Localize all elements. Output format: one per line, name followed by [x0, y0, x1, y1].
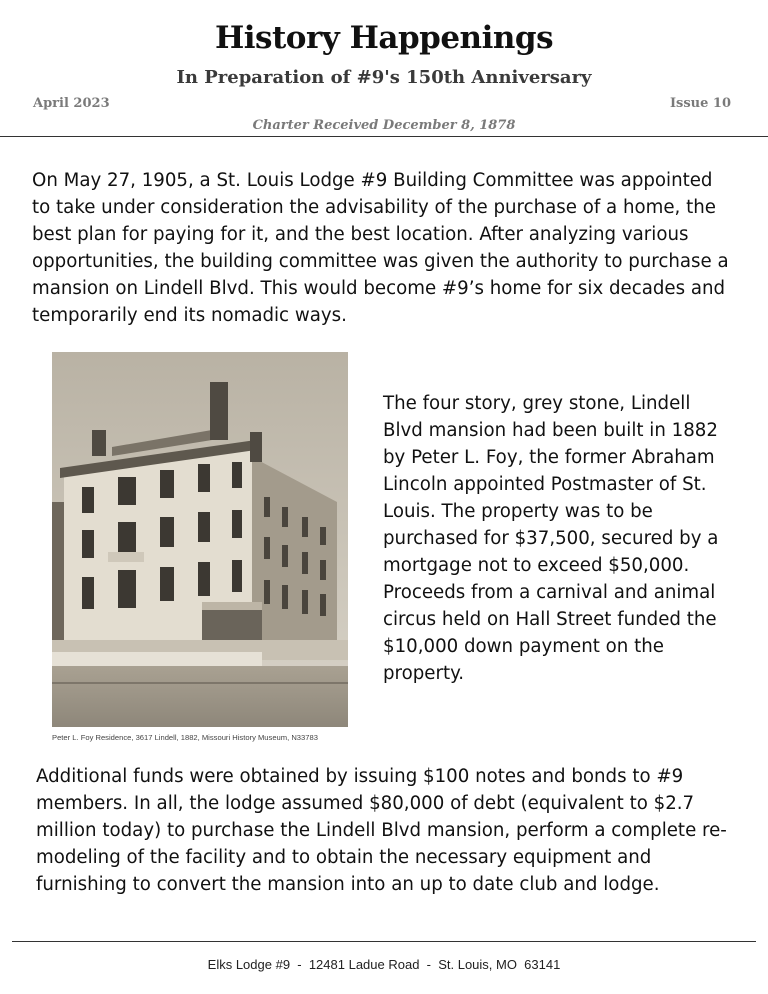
header-divider: [0, 136, 768, 137]
charter-line: Charter Received December 8, 1878: [252, 118, 516, 133]
article-paragraph-3: Additional funds were obtained by issuing $100 notes and bonds to #9 members. In all, the lodge assumed $80,000 of debt (equivalent to $2.7 million today) to purchase the Lindell Blvd mansion, perform a complete re-modeling of the facility and to obtain the necessary equipment and furnishing to convert the mansion into an up to date club and lodge.: [36, 766, 727, 895]
mansion-photo: [52, 352, 348, 727]
newsletter-title: History Happenings: [214, 20, 554, 56]
footer-divider: [12, 941, 756, 942]
article-paragraph-1: On May 27, 1905, a St. Louis Lodge #9 Building Committee was appointed to take under consideration the advisability of the purchase of a home, the best plan for paying for it, and the best location. After analyzing various opportunities, the building committee was given the authority to purchase a mansion on Lindell Blvd. This would become #9’s home for six decades and temporarily end its nomadic ways.: [32, 170, 729, 326]
issue-number: Issue 10: [669, 96, 731, 111]
footer-address: Elks Lodge #9 - 12481 Ladue Road - St. Louis, MO 63141: [207, 957, 561, 972]
newsletter-subtitle: In Preparation of #9's 150th Anniversary: [176, 67, 592, 88]
article-paragraph-2: The four story, grey stone, Lindell Blvd mansion had been built in 1882 by Peter L. Foy, the former Abraham Lincoln appointed Postmaster of St. Louis. The property was to be purchased for $37,500, secured by a mortgage not to exceed $50,000. Proceeds from a carnival and animal circus held on Hall Street funded the $10,000 down payment on the property.: [383, 393, 719, 684]
photo-caption: Peter L. Foy Residence, 3617 Lindell, 1882, Missouri History Museum, N33783: [52, 733, 318, 742]
issue-date: April 2023: [33, 96, 110, 111]
